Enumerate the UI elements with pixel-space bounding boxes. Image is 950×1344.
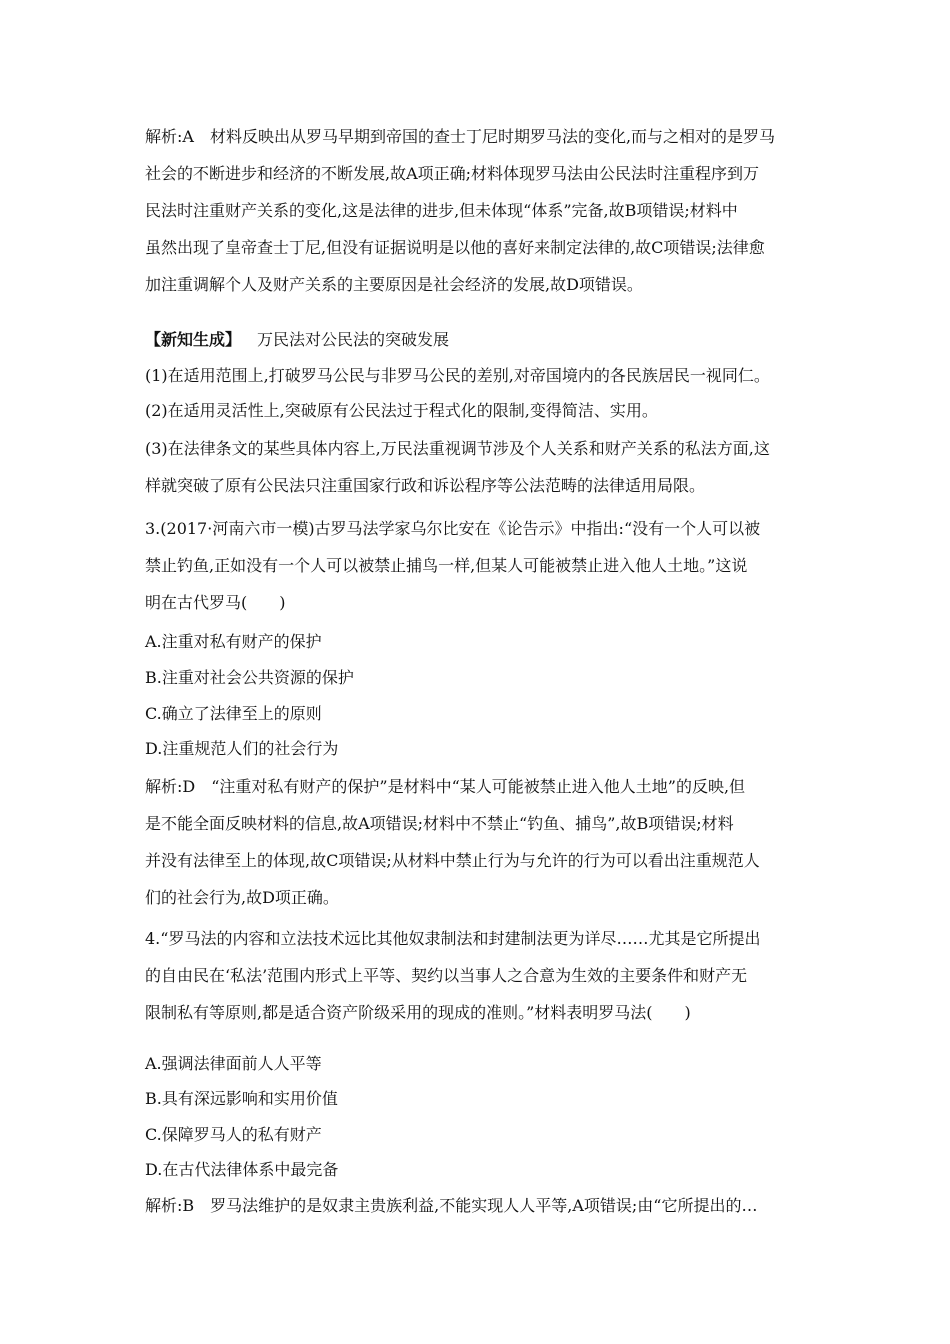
text-line: 解析:D “注重对私有财产的保护”是材料中“某人可能被禁止进入他人土地”的反映,但 [145, 777, 746, 796]
analysis-q4: 解析:B 罗马法维护的是奴隶主贵族利益,不能实现人人平等,A项错误;由“它所提出的… [145, 1196, 758, 1215]
knowledge-point-3 [145, 430, 809, 504]
text-line: 并没有法律至上的体现,故C项错误;从材料中禁止行为与允许的行为可以看出注重规范人 [145, 851, 760, 870]
option-d: D.在古代法律体系中最完备 [145, 1160, 339, 1179]
question-4 [145, 920, 809, 1031]
option-b: B.注重对社会公共资源的保护 [145, 668, 354, 687]
text-line: 解析:A 材料反映出从罗马早期到帝国的查士丁尼时期罗马法的变化,而与之相对的是罗马 [145, 127, 776, 146]
option-a: A.强调法律面前人人平等 [145, 1054, 322, 1073]
text-line: 是不能全面反映材料的信息,故A项错误;材料中不禁止“钓鱼、捕鸟”,故B项错误;材料 [145, 814, 734, 833]
text-line: 限制私有等原则,都是适合资产阶级采用的现成的准则。”材料表明罗马法( ) [145, 1003, 691, 1022]
text-line: 3.(2017·河南六市一模)古罗马法学家乌尔比安在《论告示》中指出:“没有一个人可以被 [145, 519, 761, 538]
text-line: (3)在法律条文的某些具体内容上,万民法重视调节涉及个人关系和财产关系的私法方面,这 [145, 439, 770, 458]
text-line: 社会的不断进步和经济的不断发展,故A项正确;材料体现罗马法由公民法时注重程序到万 [145, 164, 760, 183]
text-line: 加注重调解个人及财产关系的主要原因是社会经济的发展,故D项错误。 [145, 275, 643, 294]
option-b: B.具有深远影响和实用价值 [145, 1089, 338, 1108]
knowledge-point-1: (1)在适用范围上,打破罗马公民与非罗马公民的差别,对帝国境内的各民族居民一视同仁。 [145, 366, 770, 385]
text-line: 明在古代罗马( ) [145, 593, 286, 612]
option-a: A.注重对私有财产的保护 [145, 632, 322, 651]
analysis-q3 [145, 768, 809, 916]
text-line: 虽然出现了皇帝查士丁尼,但没有证据说明是以他的喜好来制定法律的,故C项错误;法律愈 [145, 238, 765, 257]
text-line: 4.“罗马法的内容和立法技术远比其他奴隶制法和封建制法更为详尽……尤其是它所提出 [145, 929, 761, 948]
text-line: 的自由民在‘私法’范围内形式上平等、契约以当事人之合意为生效的主要条件和财产无 [145, 966, 748, 985]
text-line: 样就突破了原有公民法只注重国家行政和诉讼程序等公法范畴的法律适用局限。 [145, 476, 706, 495]
analysis-q2 [145, 118, 809, 303]
new-knowledge-heading [145, 322, 809, 357]
text-line: 们的社会行为,故D项正确。 [145, 888, 339, 907]
question-3 [145, 510, 809, 621]
text-line: 禁止钓鱼,正如没有一个人可以被禁止捕鸟一样,但某人可能被禁止进入他人土地。”这说 [145, 556, 748, 575]
knowledge-point-2: (2)在适用灵活性上,突破原有公民法过于程式化的限制,变得简洁、实用。 [145, 401, 658, 420]
option-c: C.保障罗马人的私有财产 [145, 1125, 322, 1144]
section-title: 万民法对公民法的突破发展 [257, 330, 450, 349]
text-line: 民法时注重财产关系的变化,这是法律的进步,但未体现“体系”完备,故B项错误;材料中 [145, 201, 738, 220]
option-d: D.注重规范人们的社会行为 [145, 739, 339, 758]
section-label: 【新知生成】 [145, 330, 242, 349]
option-c: C.确立了法律至上的原则 [145, 704, 322, 723]
